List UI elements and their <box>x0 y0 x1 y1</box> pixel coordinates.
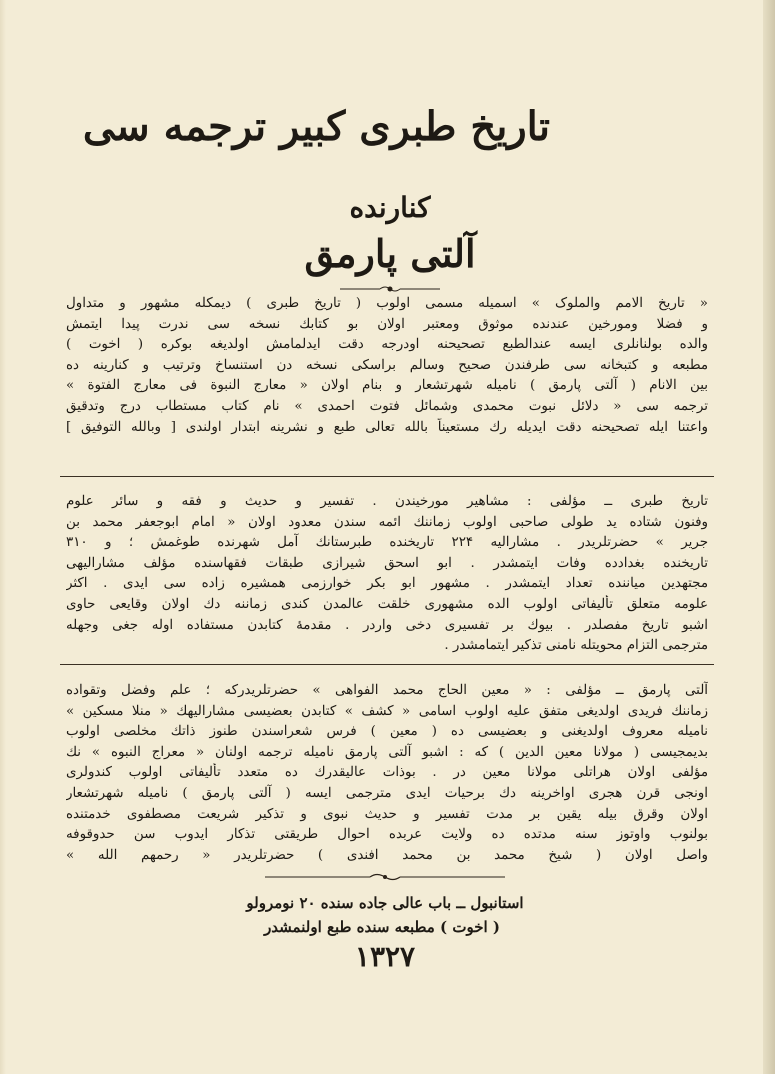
altiparmak-line: زماننك فریدی اولدیغی متفق علیه اولوب اسامی « کشف » کتابدن بعضیسی مشارالیهك « منلا مسکین » <box>66 703 708 719</box>
page-edge <box>763 0 775 1074</box>
section-divider <box>60 664 714 665</box>
publication-year: ۱۳۲۷ <box>354 940 416 973</box>
tabari-line: علومه متعلق تألیفاتی اولوب الده مشهوری خلقت عالمدن کندی زماننه دك اولان وقایعی حاوی <box>66 596 708 612</box>
page-gutter <box>0 0 6 1074</box>
subtitle: آلتی پارمق <box>304 231 476 276</box>
intro-line: بین الانام ( آلتی پارمق ) نامیله شهرتشعار و بنام اولان « معارج النبوة فی معارج الفتوة » <box>66 378 708 394</box>
altiparmak-line: اولان وقرق بیله یقین بر مدت تفسیر و حدیث نبوی و تذکیر شریعت مصطفوی خدمتنده <box>66 806 708 822</box>
tabari-line: مترجمی التزام محویتله نامنی تذکیر ایتمامشدر . <box>444 638 708 654</box>
altiparmak-line: بولنوب واوتوز سنه مدتده ده ولایت عربده احوال طریقتی تذکار ایدوب سن حدوقوفه <box>66 827 708 843</box>
footer-ornament <box>260 872 510 882</box>
section-divider <box>60 476 714 477</box>
tabari-paragraph <box>66 492 708 657</box>
tabari-line: تاریخنده بغدادده وفات ایتمشدر . ابو اسحق شیرازی طبقات فقهاسنده مؤلف مشارالیهی <box>66 555 708 571</box>
altiparmak-line: واصل اولان ( شیخ محمد بن محمد افندی ) حضرتلریدر « رحمهم الله » <box>66 847 708 863</box>
title-ornament <box>330 284 450 294</box>
intro-paragraph <box>66 294 708 438</box>
tabari-line: تاریخ طبری ــ مؤلفی : مشاهیر مورخیندن . تفسیر و حدیث و فقه و سائر علوم <box>66 494 708 509</box>
altiparmak-line: اونجی قرن هجری اواخرینه دك برحیات ایدی مترجمی ایسه ( آلتی پارمق ) نامیله شهرتشعار <box>66 785 708 801</box>
imprint-press: ( اخوت ) مطبعه سنده طبع اولنمشدر <box>264 918 500 936</box>
intro-line: والده بولنانلری ایسه عندالطبع تصحیحنه اودرجه دقت ایدلمامش اولدیغه بوکره ( اخوت ) <box>66 337 708 353</box>
margin-label: کنارنده <box>349 191 431 224</box>
tabari-line: مجتهدین میاننده تعداد ایتمشدر . مشهور ابو بکر خوارزمی همشیره زاده سی ایدی . اکثر <box>66 576 708 592</box>
intro-line: ترجمه سی « دلائل نبوت محمدی وشمائل فتوت احمدی » نام کتاب مستطاب درج وتدقیق <box>66 398 708 414</box>
altiparmak-line: نامیله معروف اولدیغنی و بعضیسی ده ( معین ) فرس شعراسندن طنوز ذاتك مخلصی اولوب <box>66 724 708 740</box>
tabari-line: اشبو تاریخ مفصلدر . بیوك بر تفسیری دخی واردر . مقدمهٔ کتابدن مستفاده اوله جغی وجهله <box>66 617 708 633</box>
intro-line: مطبعه و کتبخانه سی طرفندن صحیح وسالم براسکی نسخه دن استنساخ وترتیب و کنارینه ده <box>66 357 708 373</box>
intro-line: واعتنا ایله تصحیحنه دقت ایدیله رك مستعیناً بالله تعالی طبع و نشرینه ابتدار اولندی [ وبالله التوفیق ] <box>66 419 708 435</box>
tabari-line: وفنون شتاده ید طولی صاحبی اولوب زماننك ائمه سندن معدود اولان « امام ابوجعفر محمد بن <box>66 514 708 530</box>
altiparmak-paragraph <box>66 681 708 866</box>
tabari-line: جریر » حضرتلریدر . مشارالیه ۲۲۴ تاریخنده طبرستانك آمل شهرنده طوغمش ؛ و ۳۱۰ <box>66 535 708 551</box>
intro-line: « تاریخ الامم والملوک » اسمیله مسمی اولوب ( تاریخ طبری ) دیمکله مشهور و متداول <box>66 296 708 311</box>
altiparmak-line: بدیمجیسی ( مولانا معین الدین ) که : اشبو آلتی پارمق نامیله ترجمه اولنان « معراج النبوه » نك <box>66 744 708 760</box>
altiparmak-line: مؤلفی اولان هراتلی مولانا معین در . بوذات عالیقدرك ده متعدد تألیفاتی اولوب کندولری <box>66 765 708 781</box>
intro-line: و فضلا ومورخین عندنده موثوق ومعتبر اولان بو کتابك نسخه سی ندرت پیدا ایتمش <box>66 316 708 332</box>
main-title: تاریخ طبری کبیر ترجمه سی <box>82 103 550 150</box>
imprint-address: استانبول ــ باب عالی جاده سنده ۲۰ نومرولو <box>246 894 524 912</box>
altiparmak-line: آلتی پارمق ــ مؤلفی : « معین الحاج محمد الفواهی » حضرتلریدرکه ؛ علم وفضل وتقواده <box>66 683 708 698</box>
